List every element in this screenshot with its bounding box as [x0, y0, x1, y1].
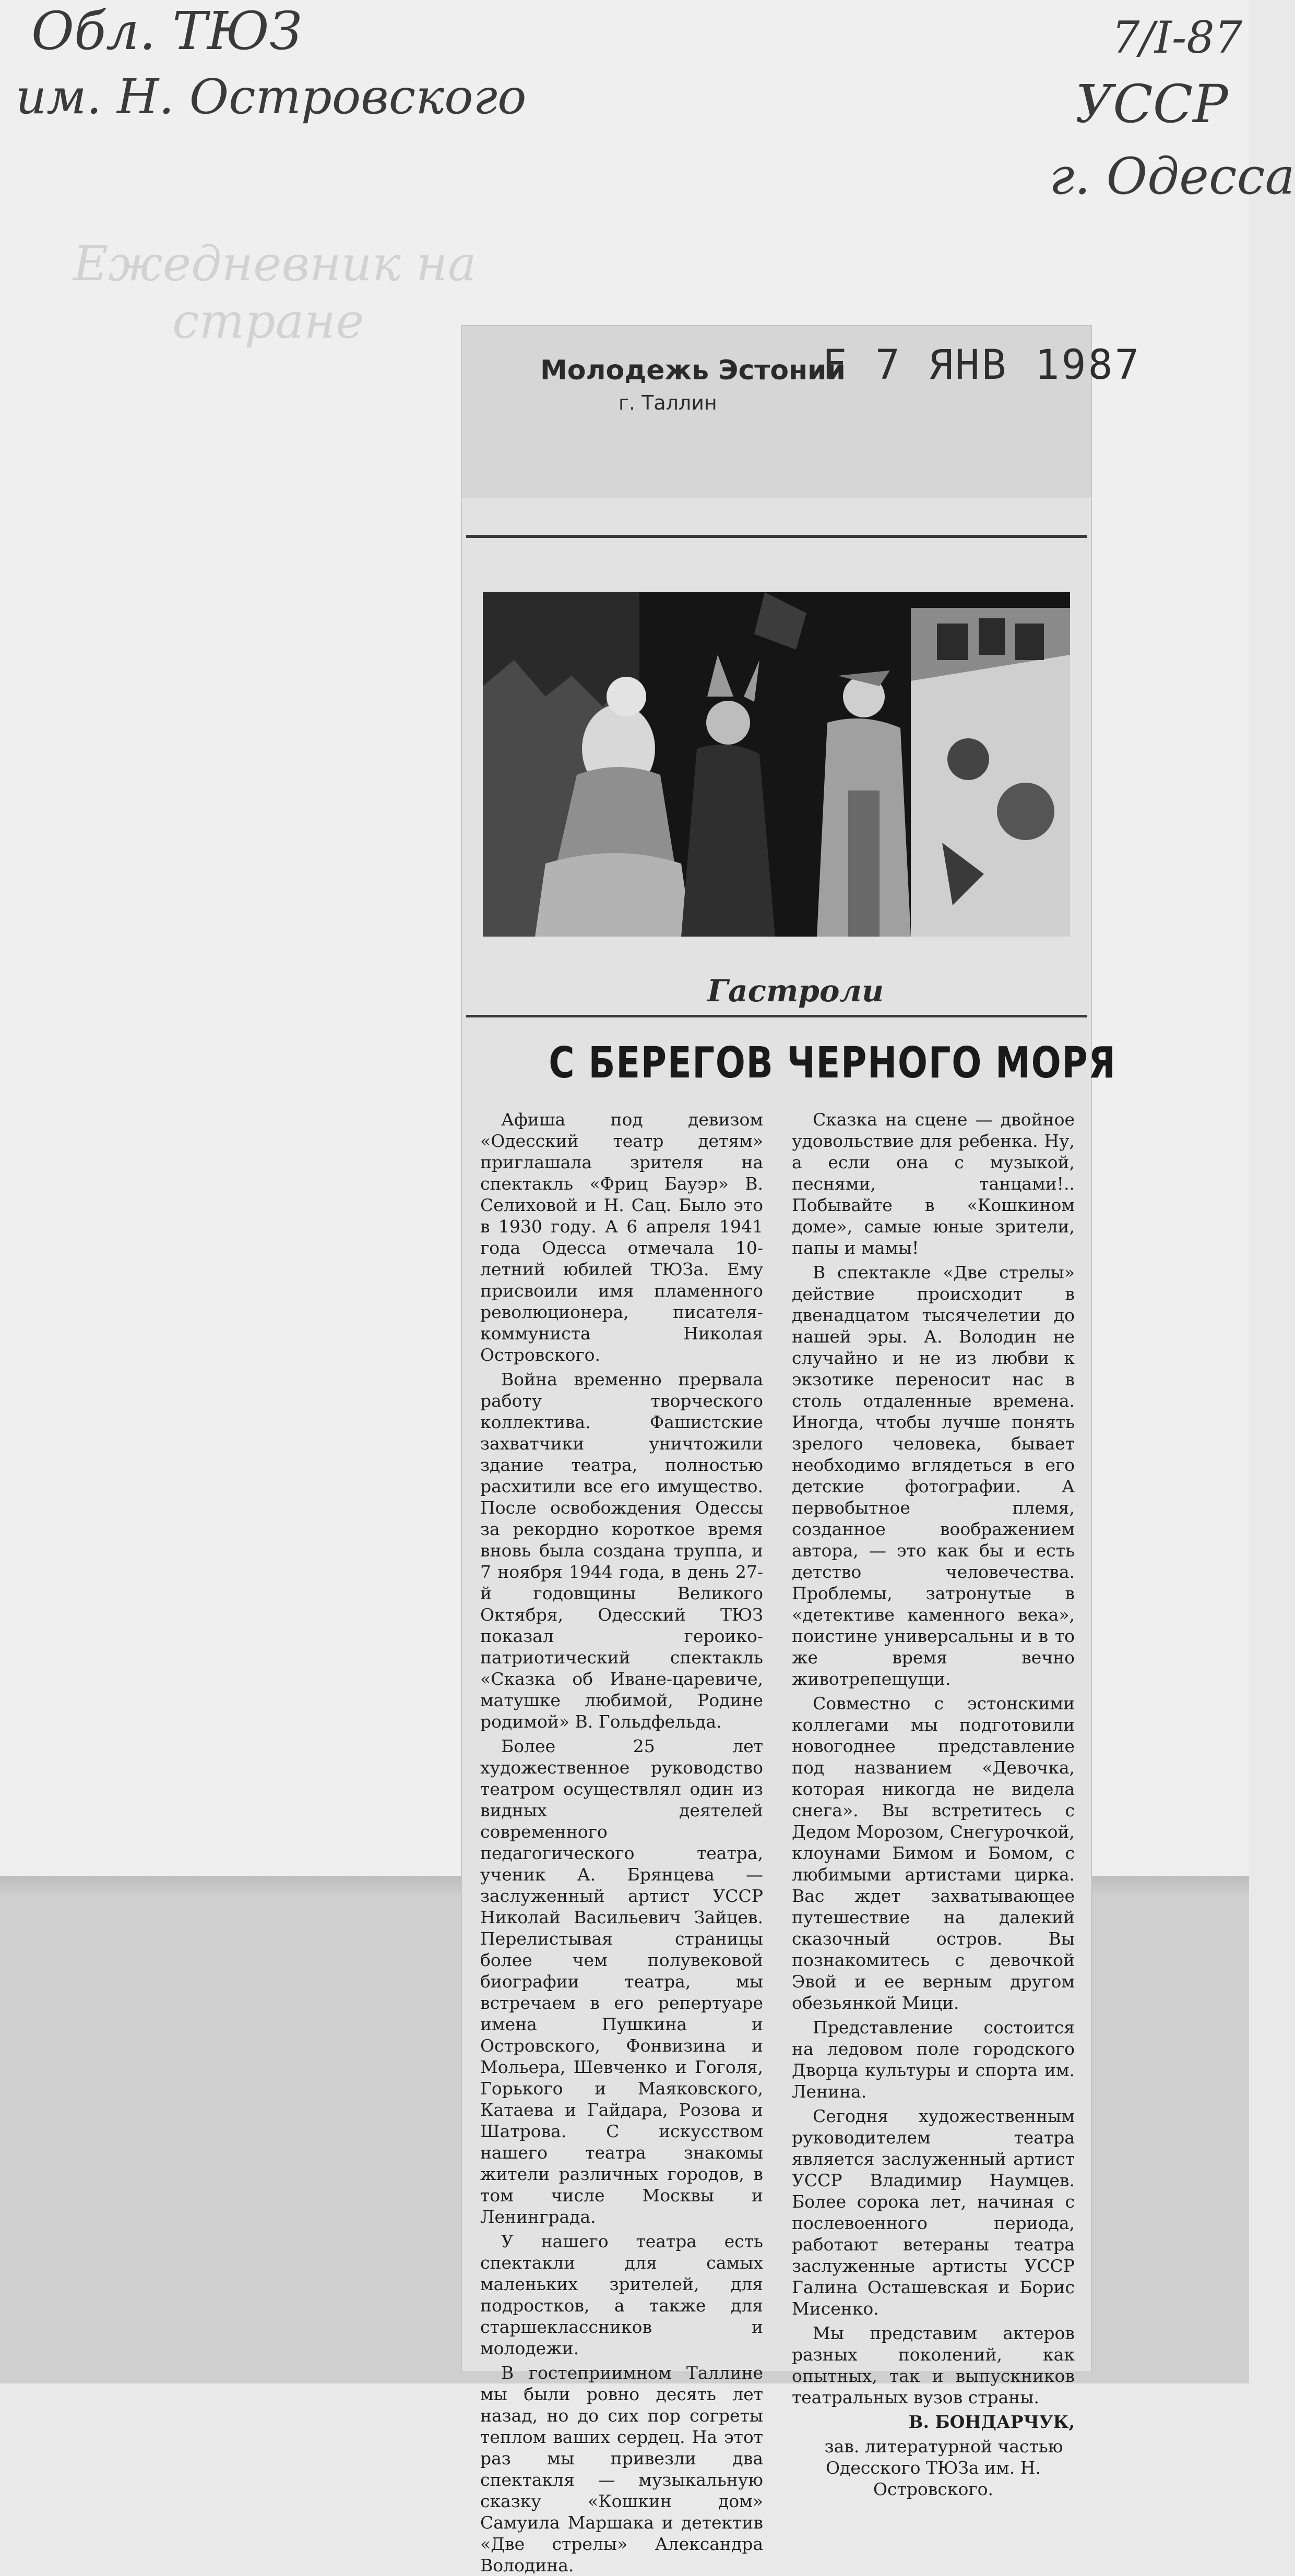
article-column-right	[792, 1109, 1075, 2499]
paragraph: Война временно прервала работу творческого коллектива. Фашистские захватчики уничтожили здание театра, полностью расхитили все его имущество. После освобождения Одессы за рекордно короткое время вновь была создана труппа, и 7 ноября 1944 года, в день 27-й годовщины Великого Октября, Одесский ТЮЗ показал героико-патриотический спектакль «Сказка об Иване-царевиче, матушке любимой, Родине родимой» В. Гольдфельда.	[480, 1369, 763, 1732]
divider-rule	[466, 535, 1087, 538]
newspaper-clipping	[462, 326, 1142, 2575]
date-stamp: F 7 ЯНВ 1987	[822, 342, 1142, 389]
author-signature: В. БОНДАРЧУК,	[908, 2412, 1075, 2432]
paragraph: Представление состоится на ледовом поле городского Дворца культуры и спорта им. Ленина.	[792, 2017, 1075, 2102]
faint-erased-note-line2: стране	[172, 293, 364, 349]
paragraph: Совместно с эстонскими коллегами мы подготовили новогоднее представление под названием «Девочка, которая никогда не видела снега». Вы встретитесь с Дедом Морозом, Снегурочкой, клоунами Бимом и Бомом, с любимыми артистами цирка. Вас ждет захватывающее путешествие на далекий сказочный остров. Вы познакомитесь с девочкой Эвой и ее верным другом обезьянкой Мици.	[792, 1693, 1075, 2013]
rubric-divider	[466, 1015, 1087, 1017]
handwritten-note-city: г. Одесса	[1049, 147, 1295, 206]
handwritten-note-republic: УССР	[1075, 74, 1228, 135]
paragraph: Сказка на сцене — двойное удовольствие для ребенка. Ну, а если она с музыкой, песнями, танцами!.. Побывайте в «Кошкином доме», самые юные зрители, папы и мамы!	[792, 1109, 1075, 1258]
newspaper-title: Молодежь Эстонии	[540, 355, 846, 386]
newspaper-city: г. Таллин	[619, 391, 717, 414]
paragraph: У нашего театра есть спектакли для самых маленьких зрителей, для подростков, а также для старшеклассников и молодежи.	[480, 2231, 763, 2358]
faint-erased-note-line1: Ежедневник на	[73, 236, 477, 292]
article-headline: С БЕРЕГОВ ЧЕРНОГО МОРЯ	[549, 1038, 1116, 1088]
paragraph: Афиша под девизом «Одесский театр детям» приглашала зрителя на спектакль «Фриц Бауэр» В. Селиховой и Н. Сац. Было это в 1930 году. А 6 апреля 1941 года Одесса отмечала 10-летний юбилей ТЮЗа. Ему присвоили имя пламенного революционера, писателя-коммуниста Николая Островского.	[480, 1109, 763, 1365]
stage-photo-drawing	[483, 592, 1070, 937]
paragraph: В гостеприимном Таллине мы были ровно десять лет назад, но до сих пор согреты теплом ваших сердец. На этот раз мы привезли два спектакля — музыкальную сказку «Кошкин дом» Самуила Маршака и детектив «Две стрелы» Александра Володина.	[480, 2363, 763, 2575]
paragraph: Сегодня художественным руководителем театра является заслуженный артист УССР Владимир Наумцев. Более сорока лет, начиная с послевоенного периода, работают ветераны театра заслуженные артисты УССР Галина Осташевская и Борис Мисенко.	[792, 2106, 1075, 2319]
paragraph: В спектакле «Две стрелы» действие происходит в двенадцатом тысячелетии до нашей эры. А. Володин не случайно и не из любви к экзотике переносит нас в столь отдаленные времена. Иногда, чтобы лучше понять зрелого человека, бывает необходимо вглядеться в его детские фотографии. А первобытное племя, созданное воображением автора, — это как бы и есть детство человечества. Проблемы, затронутые в «детективе каменного века», поистине универсальны и в то же время вечно животрепещущи.	[792, 1262, 1075, 1689]
paragraph: Мы представим актеров разных поколений, как опытных, так и выпускников театральных вузов страны.	[792, 2323, 1075, 2407]
author-role: зав. литературной частью Одесского ТЮЗа им. Н. Островского.	[824, 2436, 1063, 2499]
handwritten-note-theatre: Обл. ТЮЗ	[31, 1, 302, 62]
handwritten-note-theatre-name: им. Н. Островского	[16, 69, 527, 125]
article-body	[480, 1109, 1075, 2575]
handwritten-note-date: 7/I-87	[1112, 12, 1243, 63]
article-column-left	[480, 1109, 763, 2575]
stage-photo	[483, 592, 1070, 937]
paragraph: Более 25 лет художественное руководство театром осуществлял один из видных деятелей современного педагогического театра, ученик А. Брянцева — заслуженный артист УССР Николай Васильевич Зайцев. Перелистывая страницы более чем полувековой биографии театра, мы встречаем в его репертуаре имена Пушкина и Островского, Фонвизина и Мольера, Шевченко и Гоголя, Горького и Маяковского, Катаева и Гайдара, Розова и Шатрова. С искусством нашего театра знакомы жители различных городов, в том числе Москвы и Ленинграда.	[480, 1736, 763, 2227]
section-rubric: Гастроли	[707, 973, 884, 1009]
